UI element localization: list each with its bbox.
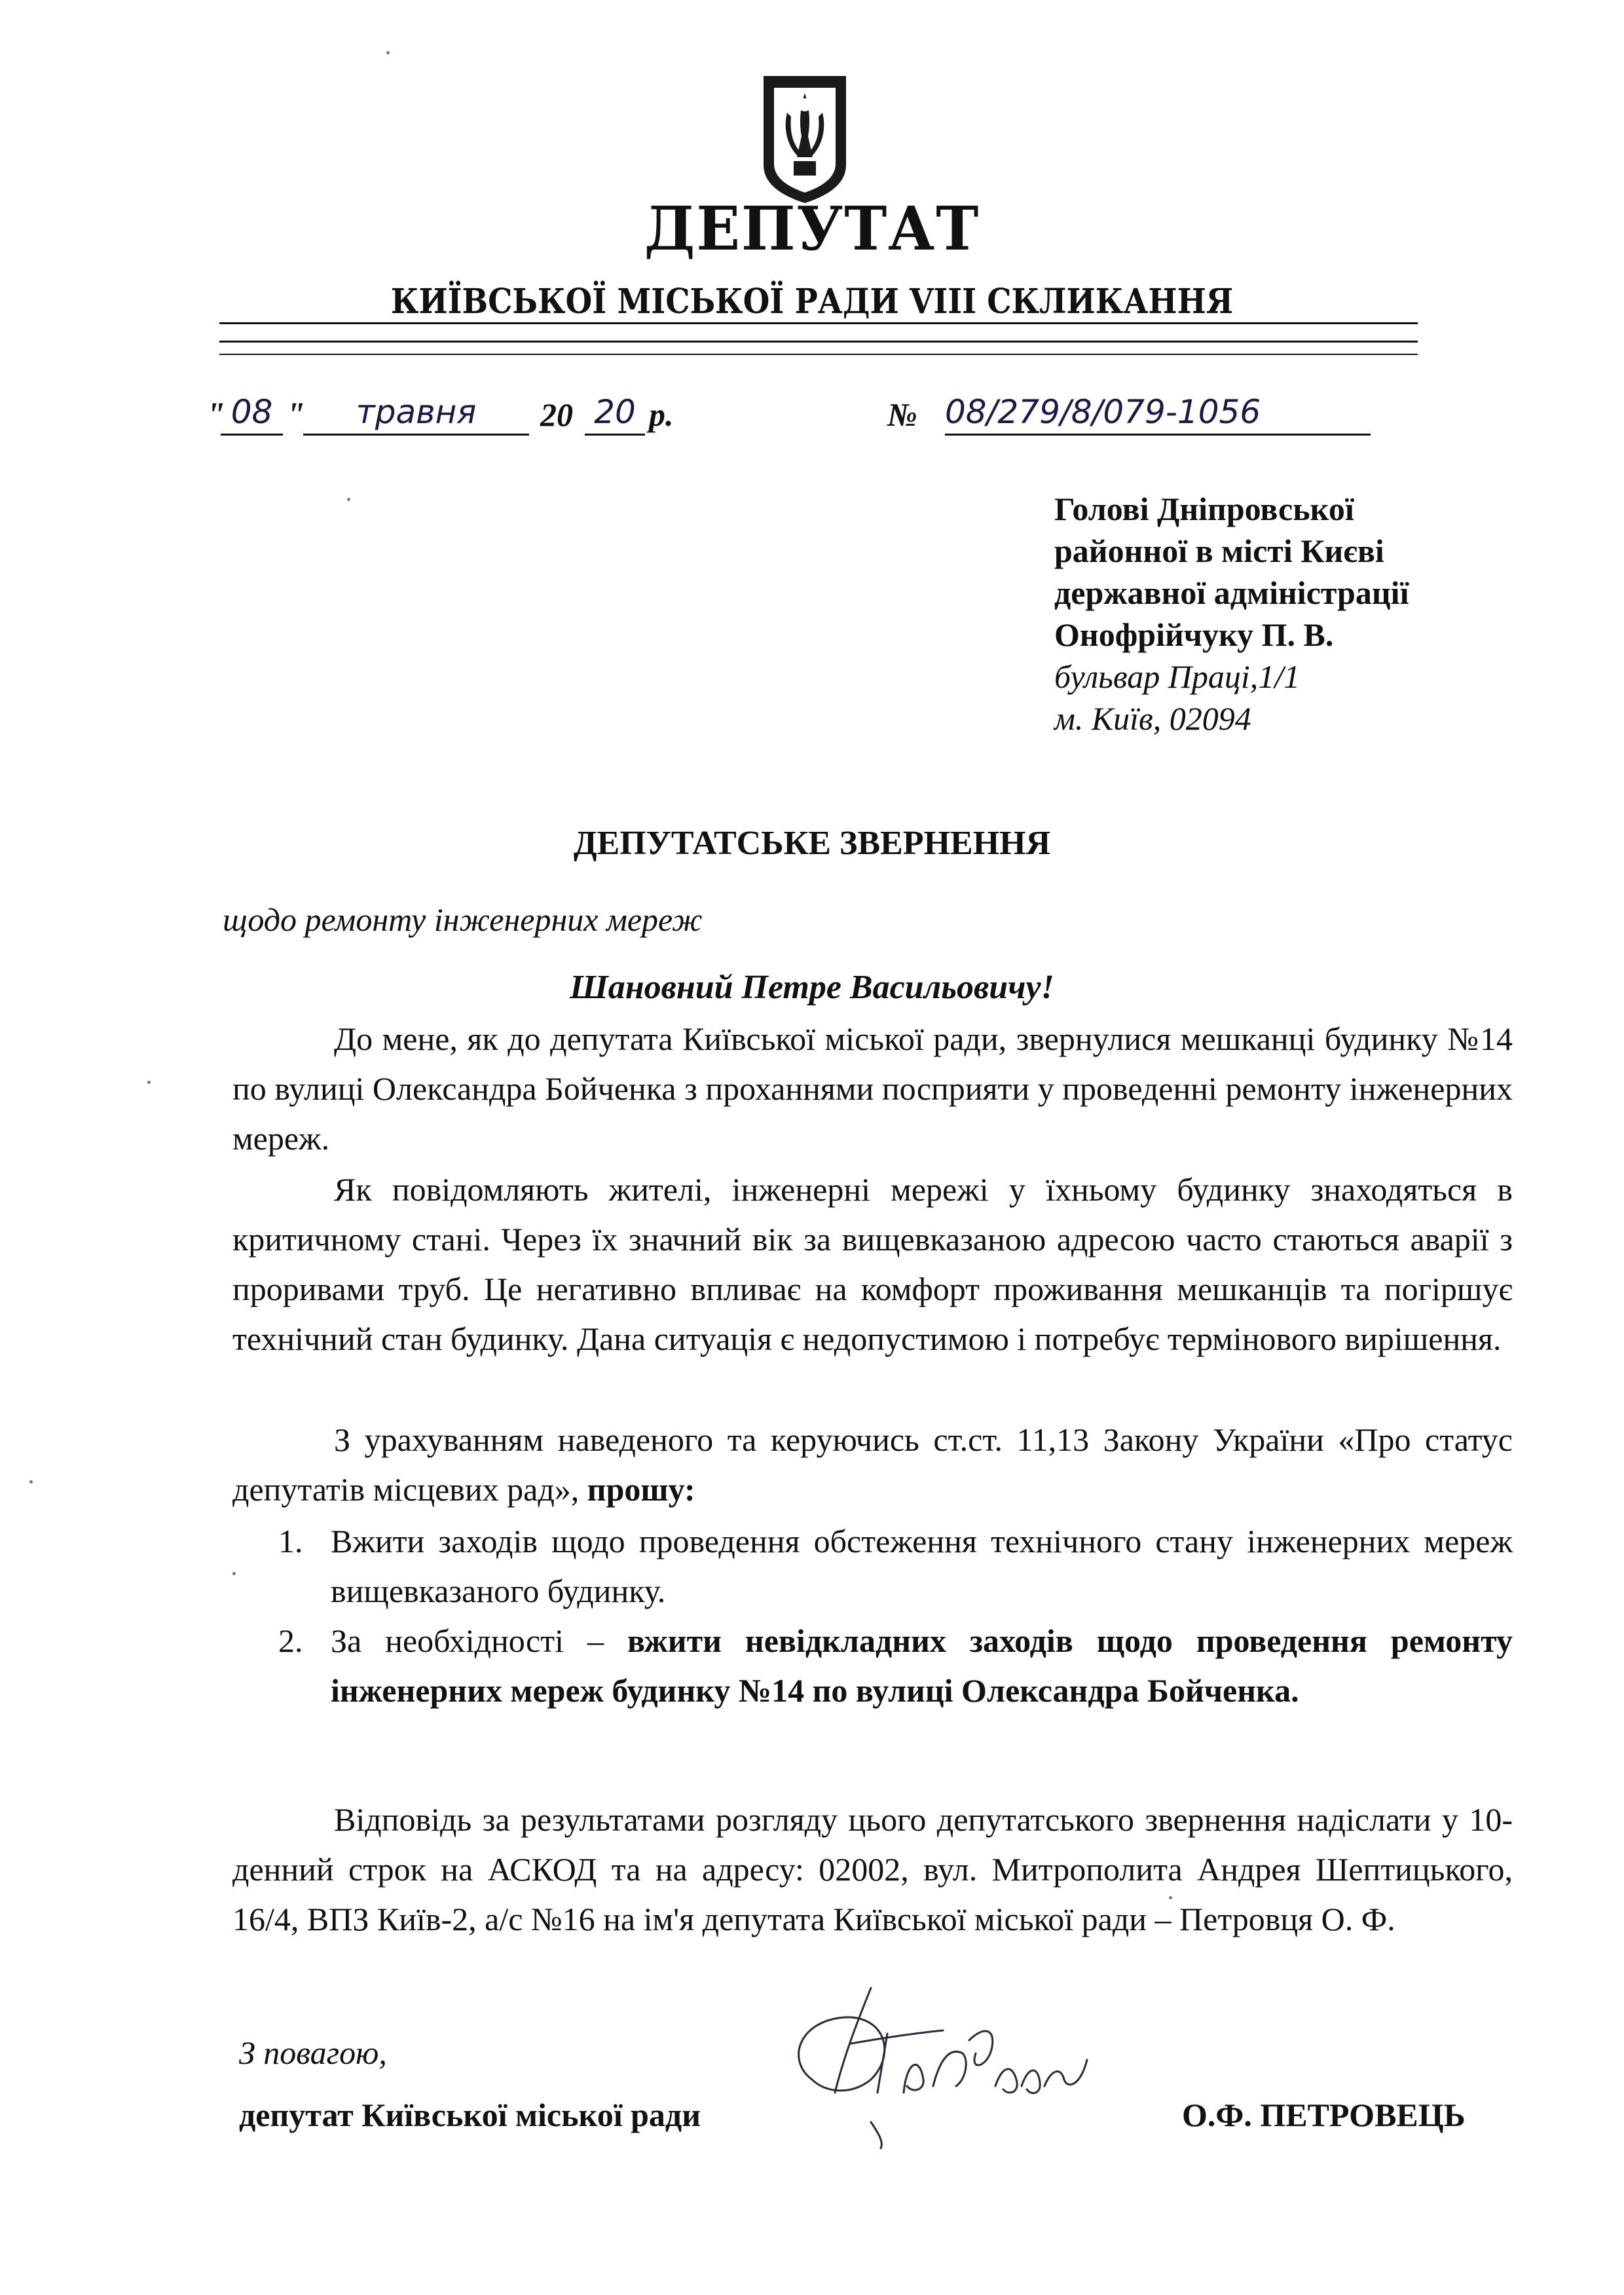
reference-number (887, 393, 1424, 445)
addressee-line: державної адміністрації (1054, 574, 1409, 611)
header-divider (219, 322, 1418, 324)
salutation: Шановний Петре Васильовичу! (570, 969, 1054, 1006)
addressee-block (1054, 488, 1409, 739)
list-item (232, 1516, 1513, 1616)
paragraph-text: З урахуванням наведеного та керуючись ст.ст. 11,13 Закону України «Про статус депутатів місцевих рад», (232, 1421, 1513, 1508)
scan-speck (29, 1480, 33, 1483)
addressee-name: Онофрійчуку П. В. (1054, 616, 1334, 653)
signatory-name: О.Ф. ПЕТРОВЕЦЬ (1182, 2097, 1466, 2133)
scan-speck (347, 498, 350, 501)
body-paragraph: Як повідомляють жителі, інженерні мережі у їхньому будинку знаходяться в критичному стані. Через їх значний вік за вищевказаною адресою часто стаються аварії з проривами труб. Це негативно впливає на комфорт проживання мешканців та погіршує технічний стан будинку. Дана ситуація є недопустимою і потребує термінового вирішення. (232, 1171, 1513, 1357)
addressee-line: районної в місті Києві (1054, 532, 1384, 569)
list-item (232, 1616, 1513, 1715)
trident-emblem-icon (761, 73, 849, 204)
date-day: 08 (221, 393, 283, 436)
letter-title: ДЕПУТАТСЬКЕ ЗВЕРНЕННЯ (573, 825, 1051, 862)
document-date (206, 393, 743, 445)
scan-speck (232, 1572, 236, 1575)
scan-speck (386, 51, 390, 54)
list-item-text: Вжити заходів щодо проведення обстеження технічного стану інженерних мереж вищевказаного будинку. (331, 1523, 1513, 1609)
date-year-prefix: 20 (540, 396, 573, 433)
body-paragraph: До мене, як до депутата Київської міської ради, звернулися мешканці будинку №14 по вулиці Олександра Бойченка з проханнями посприяти у проведенні ремонту інженерних мереж. (232, 1020, 1513, 1157)
header-divider (219, 354, 1418, 355)
body-paragraph: Відповідь за результатами розгляду цього депутатського звернення надіслати у 10-денний строк на АСКОД та на адресу: 02002, вул. Митрополита Андрея Шептицького, 16/4, ВПЗ Київ-2, а/с №16 на ім'я депутата Київської міської ради – Петровця О. Ф. (232, 1801, 1513, 1937)
closing-regards: З повагою, (239, 2034, 387, 2071)
request-list (232, 1516, 1513, 1715)
reference-label: № (887, 396, 917, 433)
date-close-quote: " (286, 396, 305, 434)
reference-value: 08/279/8/079-1056 (945, 393, 1371, 436)
addressee-city: м. Київ, 02094 (1054, 700, 1251, 737)
signatory-role: депутат Київської міської ради (239, 2097, 701, 2133)
scan-speck (147, 1081, 151, 1084)
request-keyword: прошу: (587, 1471, 695, 1508)
date-month: травня (303, 393, 529, 436)
date-year-mark: р. (649, 396, 674, 433)
body-paragraph (232, 1415, 1513, 1514)
letter-subject: щодо ремонту інженерних мереж (223, 901, 703, 938)
header-divider (219, 341, 1418, 343)
list-item-bold: вжити невідкладних заходів щодо проведення ремонту інженерних мереж будинку №14 по вулиці Олександра Бойченка. (331, 1622, 1513, 1709)
addressee-line: Голові Дніпровської (1054, 491, 1354, 527)
list-number: 2. (278, 1622, 303, 1659)
list-item-text: За необхідності – (331, 1622, 604, 1659)
page-title: ДЕПУТАТ (644, 193, 980, 264)
list-number: 1. (278, 1523, 303, 1559)
addressee-address: бульвар Праці,1/1 (1054, 658, 1301, 695)
page-subtitle: КИЇВСЬКОЇ МІСЬКОЇ РАДИ VIII СКЛИКАННЯ (390, 282, 1234, 322)
scan-speck (1169, 1896, 1172, 1899)
date-year-suffix: 20 (585, 393, 645, 436)
signature-icon (773, 1981, 1139, 2152)
date-open-quote: " (206, 396, 225, 434)
